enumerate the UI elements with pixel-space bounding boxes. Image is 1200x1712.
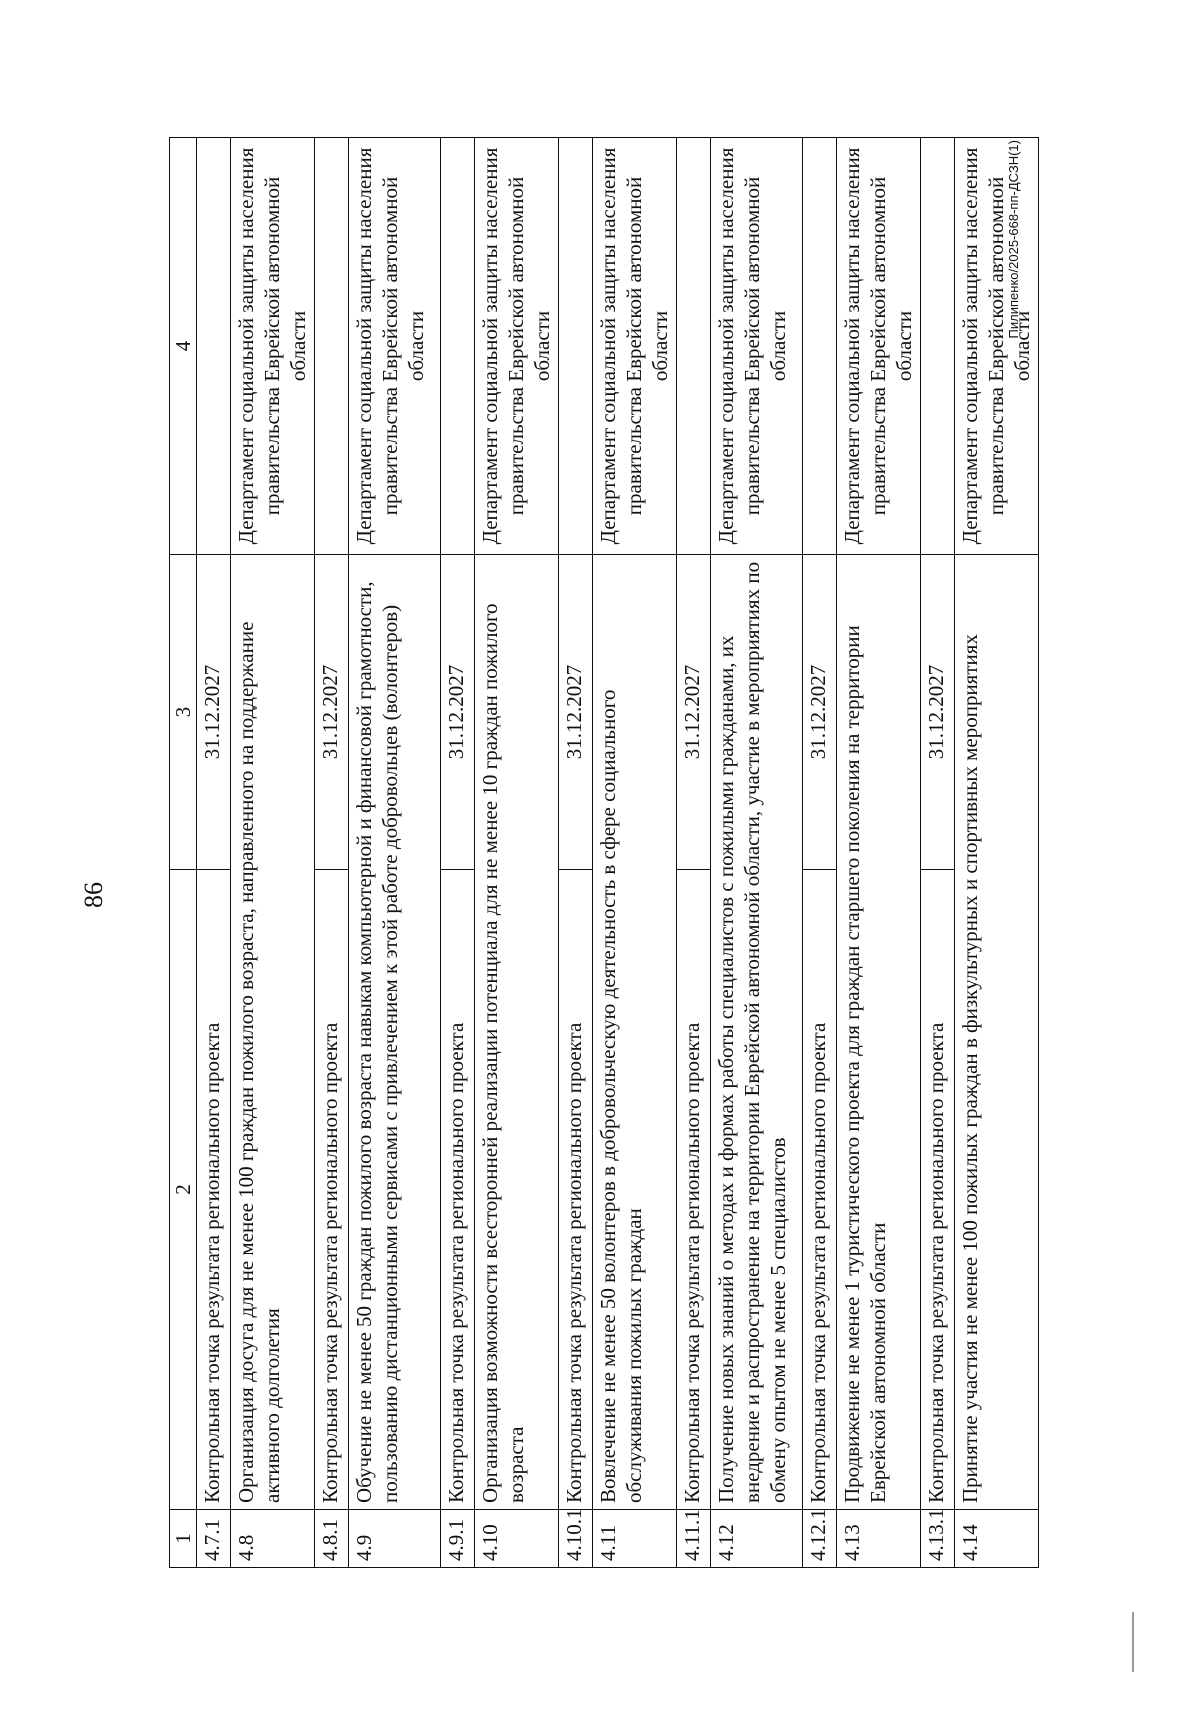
table-row: [921, 138, 955, 1568]
row-responsible: [559, 138, 593, 555]
row-responsible: [197, 138, 231, 555]
row-number: 4.12: [711, 1510, 803, 1568]
table-row: [441, 138, 475, 1568]
row-responsible: Департамент социальной защиты населения правительства Еврейской автономной области: [711, 138, 803, 555]
row-deadline: 31.12.2027: [315, 555, 349, 870]
page-number: 86: [79, 882, 108, 908]
row-description: Продвижение не менее 1 туристического проекта для граждан старшего поколения на территории Еврейской автономной области: [837, 555, 921, 1510]
table-row: [349, 138, 441, 1568]
measures-table: [169, 137, 1039, 1568]
row-description: Контрольная точка результата регионального проекта: [441, 870, 475, 1510]
row-description: Контрольная точка результата регионального проекта: [803, 870, 837, 1510]
row-description: Вовлечение не менее 50 волонтеров в добровольческую деятельность в сфере социального обслуживания пожилых граждан: [593, 555, 677, 1510]
table-row: [955, 138, 1039, 1568]
row-number: 4.14: [955, 1510, 1039, 1568]
row-number: 4.9: [349, 1510, 441, 1568]
row-responsible: Департамент социальной защиты населения правительства Еврейской автономной области: [593, 138, 677, 555]
rotated-table-wrapper: [169, 138, 1034, 1568]
header-col-3: 3: [170, 555, 197, 870]
row-number: 4.12.1: [803, 1510, 837, 1568]
row-description: Контрольная точка результата регионального проекта: [559, 870, 593, 1510]
row-number: 4.10: [475, 1510, 559, 1568]
row-deadline: 31.12.2027: [441, 555, 475, 870]
row-number: 4.10.1: [559, 1510, 593, 1568]
row-description: Принятие участия не менее 100 пожилых граждан в физкультурных и спортивных мероприятиях: [955, 555, 1039, 1510]
row-description: Контрольная точка результата регионального проекта: [921, 870, 955, 1510]
table-row: [315, 138, 349, 1568]
table-row: [837, 138, 921, 1568]
row-number: 4.13.1: [921, 1510, 955, 1568]
row-responsible: [921, 138, 955, 555]
row-description: Организация возможности всесторонней реализации потенциала для не менее 10 граждан пожилого возраста: [475, 555, 559, 1510]
row-responsible: Департамент социальной защиты населения правительства Еврейской автономной области: [475, 138, 559, 555]
row-number: 4.8.1: [315, 1510, 349, 1568]
row-description: Получение новых знаний о методах и формах работы специалистов с пожилыми гражданами, их внедрение и распространение на территории Еврейской автономной области, участие в мероприятиях по обмену опытом не менее 5 специалистов: [711, 555, 803, 1510]
row-number: 4.11: [593, 1510, 677, 1568]
table-header-row: [170, 138, 197, 1568]
row-responsible: Департамент социальной защиты населения правительства Еврейской автономной области: [955, 138, 1039, 555]
row-number: 4.11.1: [677, 1510, 711, 1568]
header-col-1: 1: [170, 1510, 197, 1568]
table-row: [475, 138, 559, 1568]
row-responsible: [441, 138, 475, 555]
row-number: 4.8: [231, 1510, 315, 1568]
row-description: Контрольная точка результата регионального проекта: [677, 870, 711, 1510]
row-description: Контрольная точка результата регионального проекта: [197, 870, 231, 1510]
table-row: [559, 138, 593, 1568]
row-deadline: 31.12.2027: [559, 555, 593, 870]
table-row: [711, 138, 803, 1568]
row-number: 4.7.1: [197, 1510, 231, 1568]
document-code: Пилипенко/2025-668-пп-ДСЗН(1): [1006, 140, 1021, 339]
table-row: [803, 138, 837, 1568]
row-responsible: Департамент социальной защиты населения правительства Еврейской автономной области: [837, 138, 921, 555]
row-responsible: Департамент социальной защиты населения правительства Еврейской автономной области: [349, 138, 441, 555]
row-description: Обучение не менее 50 граждан пожилого возраста навыкам компьютерной и финансовой грамотности, пользованию дистанционными сервисами с привлечением к этой работе добровольцев (волонтеров): [349, 555, 441, 1510]
row-description: Контрольная точка результата регионального проекта: [315, 870, 349, 1510]
row-deadline: 31.12.2027: [197, 555, 231, 870]
table-row: [231, 138, 315, 1568]
row-deadline: 31.12.2027: [803, 555, 837, 870]
table-row: [197, 138, 231, 1568]
row-description: Организация досуга для не менее 100 граждан пожилого возраста, направленного на поддержание активного долголетия: [231, 555, 315, 1510]
row-number: 4.13: [837, 1510, 921, 1568]
binding-mark: [1132, 1612, 1134, 1672]
row-deadline: 31.12.2027: [921, 555, 955, 870]
row-deadline: 31.12.2027: [677, 555, 711, 870]
row-responsible: [315, 138, 349, 555]
row-responsible: [803, 138, 837, 555]
row-responsible: Департамент социальной защиты населения правительства Еврейской автономной области: [231, 138, 315, 555]
table-row: [593, 138, 677, 1568]
row-responsible: [677, 138, 711, 555]
header-col-2: 2: [170, 870, 197, 1510]
table-row: [677, 138, 711, 1568]
header-col-4: 4: [170, 138, 197, 555]
row-number: 4.9.1: [441, 1510, 475, 1568]
